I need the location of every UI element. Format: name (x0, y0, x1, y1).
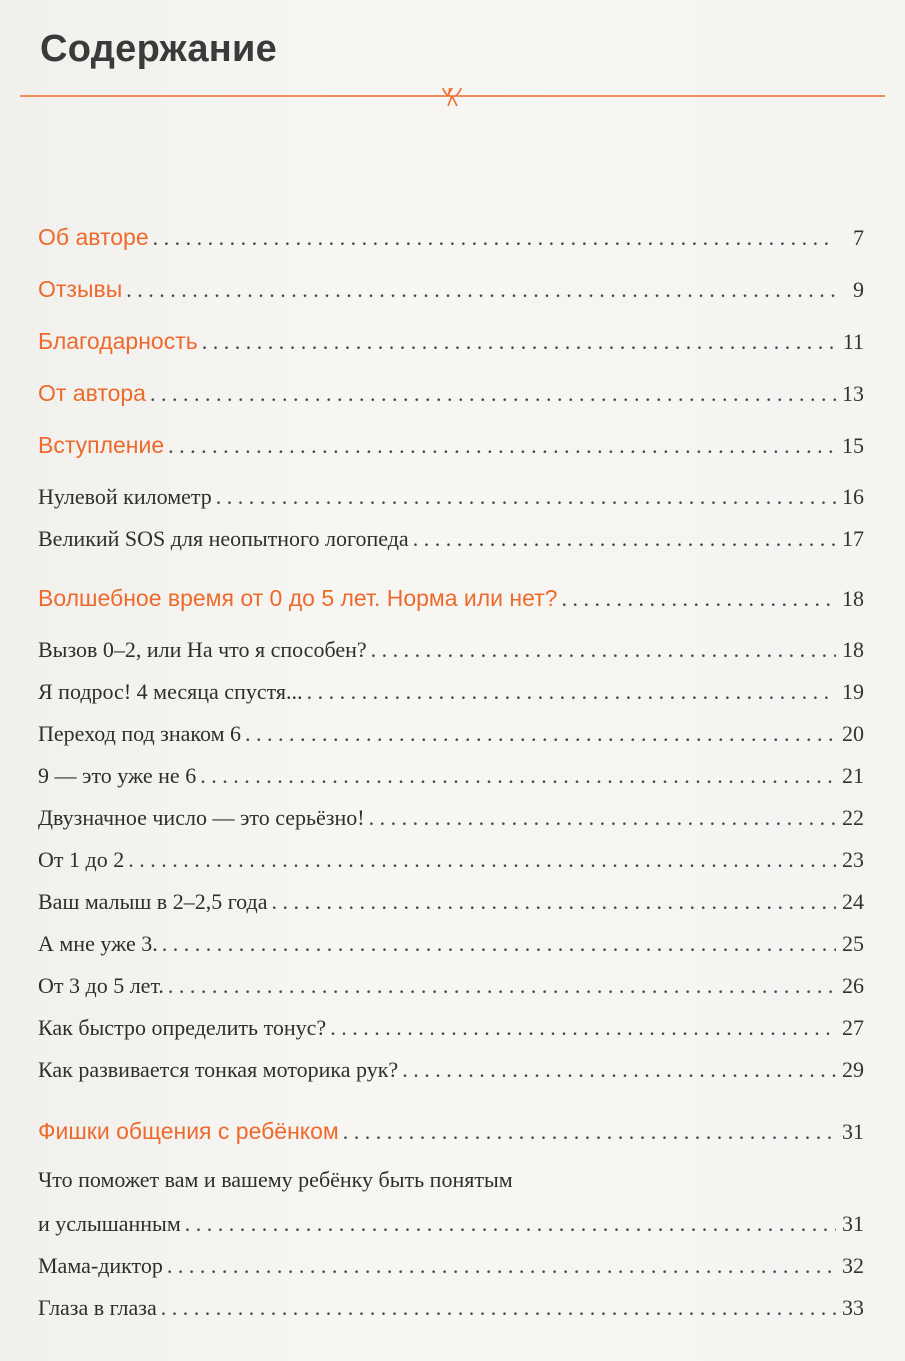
dot-leader (330, 1015, 836, 1041)
toc-entry-page: 21 (842, 763, 864, 788)
toc-entry-title: Как развивается тонкая моторика рук? (38, 1057, 399, 1082)
toc-entry-page: 24 (842, 889, 864, 914)
toc-entry-title: Двузначное число — это серьёзно! (38, 805, 365, 830)
toc-entry-page: 22 (842, 805, 864, 830)
toc-entry[interactable] (38, 679, 864, 705)
toc-entry-title: Переход под знаком 6 (38, 721, 241, 746)
toc-entry[interactable] (38, 224, 864, 251)
toc-entry-page: 25 (842, 931, 864, 956)
dot-leader (216, 484, 836, 510)
toc-entry-title: и услышанным (38, 1211, 181, 1236)
toc-entry-page: 26 (842, 973, 864, 998)
toc-entry-title: Глаза в глаза (38, 1295, 157, 1320)
toc-entry[interactable] (38, 432, 864, 459)
toc-entry[interactable] (38, 889, 864, 915)
toc-entry-title: Фишки общения с ребёнком (38, 1118, 339, 1144)
toc-entry-title: Об авторе (38, 224, 149, 250)
dot-leader (413, 526, 836, 552)
dot-leader (369, 805, 836, 831)
toc-entry-page: 29 (842, 1057, 864, 1082)
toc-entry-page: 31 (842, 1211, 864, 1236)
toc-entry-page: 19 (842, 679, 864, 704)
toc-entry-title: Как быстро определить тонус? (38, 1015, 327, 1040)
toc-entry-page: 16 (842, 484, 864, 509)
toc-entry-title: Мама-диктор (38, 1253, 163, 1278)
dot-leader (161, 1295, 836, 1321)
toc-entry-title: Благодарность (38, 328, 198, 354)
toc-entry-title: Вступление (38, 432, 165, 458)
dot-leader (371, 637, 836, 663)
toc-entry[interactable] (38, 1057, 864, 1083)
toc-entry[interactable] (38, 1211, 864, 1237)
toc-entry[interactable] (38, 721, 864, 747)
toc-entry-page: 18 (842, 586, 864, 611)
dot-leader (167, 1253, 836, 1279)
toc-entry-title-line1: Что поможет вам и вашему ребёнку быть понятым (38, 1167, 513, 1192)
toc-entry[interactable] (38, 973, 864, 999)
toc-entry-page: 17 (842, 526, 864, 551)
toc-entry[interactable] (38, 328, 864, 355)
dot-leader (153, 225, 836, 251)
toc-entry-page: 27 (842, 1015, 864, 1040)
toc-entry[interactable] (38, 1253, 864, 1279)
toc-entry[interactable] (38, 1118, 864, 1145)
dot-leader (162, 931, 836, 957)
dot-leader (150, 381, 836, 407)
toc-entry[interactable] (38, 276, 864, 303)
toc-entry[interactable] (38, 1015, 864, 1041)
dot-leader (307, 679, 836, 705)
toc-entry-page: 20 (842, 721, 864, 746)
toc-entry-page: 9 (853, 277, 864, 302)
toc-entry-title: А мне уже 3. (38, 931, 158, 956)
toc-entry-title: 9 — это уже не 6 (38, 763, 197, 788)
toc-entry-page: 32 (842, 1253, 864, 1278)
toc-entry[interactable] (38, 1295, 864, 1321)
toc-entry[interactable] (38, 931, 864, 957)
toc-entry[interactable] (38, 380, 864, 407)
dot-leader (202, 329, 836, 355)
dot-leader (402, 1057, 836, 1083)
toc-entry[interactable] (38, 763, 864, 789)
toc-entry[interactable] (38, 847, 864, 873)
page-title: Содержание (40, 28, 278, 70)
toc-entry-title: Ваш малыш в 2–2,5 года (38, 889, 268, 914)
toc-entry[interactable] (38, 526, 864, 552)
toc-entry-title: Нулевой километр (38, 484, 212, 509)
dot-leader (128, 847, 836, 873)
toc-entry-title: От 1 до 2 (38, 847, 125, 872)
toc-entry-title: Волшебное время от 0 до 5 лет. Норма или нет? (38, 585, 558, 611)
toc-entry[interactable] (38, 637, 864, 663)
toc-entry-page: 7 (853, 225, 864, 250)
toc-entry-page: 15 (842, 433, 864, 458)
toc-entry-page: 33 (842, 1295, 864, 1320)
dot-leader (245, 721, 836, 747)
toc-entry-title: Вызов 0–2, или На что я способен? (38, 637, 367, 662)
dot-leader (168, 973, 836, 999)
dot-leader (272, 889, 837, 915)
dot-leader (126, 277, 836, 303)
dot-leader (185, 1211, 836, 1237)
dot-leader (200, 763, 836, 789)
toc-entry-title: Отзывы (38, 276, 123, 302)
toc-entry-page: 11 (842, 329, 864, 354)
toc-entry-title: Я подрос! 4 месяца спустя... (38, 679, 303, 704)
toc-entry-title: Великий SOS для неопытного логопеда (38, 526, 409, 551)
toc-entry-page: 23 (842, 847, 864, 872)
toc-entry-page: 13 (842, 381, 864, 406)
toc-entry-page: 31 (842, 1119, 864, 1144)
toc-entry[interactable] (38, 585, 864, 612)
toc-entry-page: 18 (842, 637, 864, 662)
dot-leader (168, 433, 836, 459)
dot-leader (343, 1119, 836, 1145)
toc-entry[interactable] (38, 805, 864, 831)
toc-entry-title: От автора (38, 380, 146, 406)
toc-entry[interactable] (38, 484, 864, 510)
dot-leader (561, 586, 836, 612)
toc-entry-title: От 3 до 5 лет. (38, 973, 164, 998)
